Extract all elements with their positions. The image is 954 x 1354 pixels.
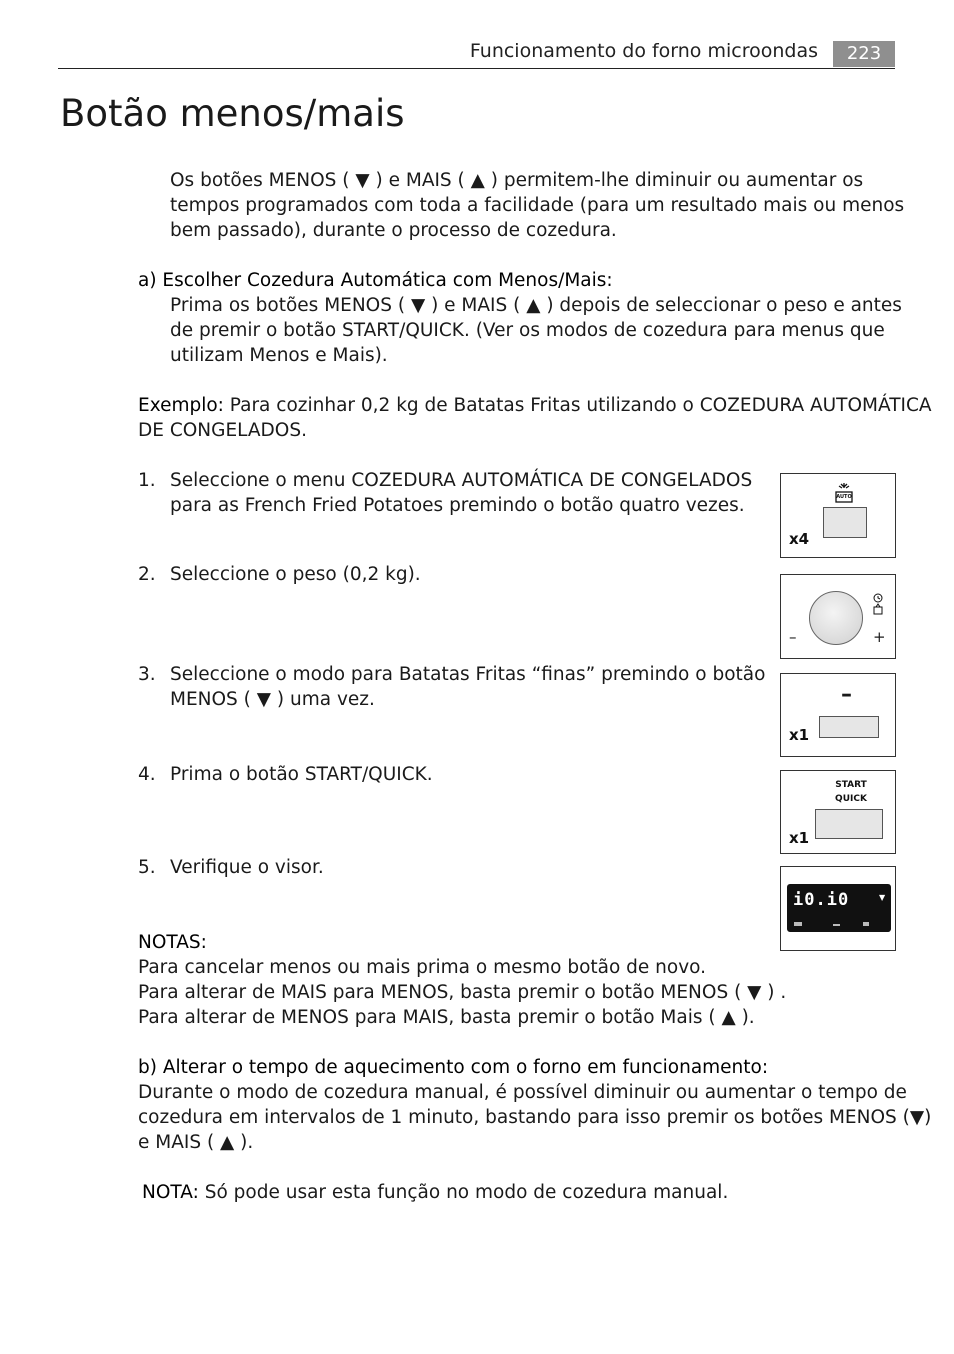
step-number: 3. [138,664,156,685]
section-a-line: utilizam Menos e Mais). [170,345,388,366]
intro-paragraph [170,168,904,243]
section-a-line: Prima os botões MENOS ( ▼ ) e MAIS ( ▲ ) depois de seleccionar o peso e antes [170,295,902,316]
step-1 [138,468,752,518]
section-b-line: cozedura em intervalos de 1 minuto, bastando para isso premir os botões MENOS (▼) [138,1107,932,1128]
section-a-body [170,293,902,368]
illustration-minus-button [780,673,896,757]
running-header: Funcionamento do forno microondas [469,40,818,62]
notes-line: Para cancelar menos ou mais prima o mesmo botão de novo. [138,957,707,978]
clock-weight-icon [872,593,884,617]
section-a-line: de premir o botão START/QUICK. (Ver os modos de cozedura para menus que [170,320,885,341]
section-a-heading [138,268,613,293]
step-4 [138,762,433,787]
example-line [138,393,932,418]
minus-symbol: – [841,682,852,707]
page-number: 223 [833,41,895,67]
section-a-title: a) Escolher Cozedura Automática com Menos/Mais: [138,270,613,291]
illustration-display [780,866,896,951]
auto-button[interactable] [823,507,867,538]
illustration-start-button [780,770,896,854]
page-title: Botão menos/mais [60,92,405,135]
weight-dial[interactable] [809,591,863,645]
step-number: 4. [138,764,156,785]
section-b-line: Durante o modo de cozedura manual, é possível diminuir ou aumentar o tempo de [138,1082,907,1103]
step-text: MENOS ( ▼ ) uma vez. [170,689,375,710]
example-line-2: DE CONGELADOS. [138,420,307,441]
weight-indicator-icon [863,922,869,926]
intro-line: tempos programados com toda a facilidade (para um resultado mais ou menos [170,195,905,216]
step-text: Seleccione o peso (0,2 kg). [170,564,421,585]
minus-indicator-icon [833,924,840,926]
illustration-weight-dial [780,574,896,659]
intro-line: Os botões MENOS ( ▼ ) e MAIS ( ▲ ) permitem-lhe diminuir ou aumentar os [170,170,864,191]
step-text: Verifique o visor. [170,857,324,878]
nota-paragraph [142,1180,728,1205]
press-count: x1 [789,829,810,847]
minus-button[interactable] [819,716,879,738]
step-number: 5. [138,857,156,878]
dial-minus-label: – [789,628,797,646]
start-quick-button[interactable] [815,809,883,839]
oven-indicator-icon [794,922,802,926]
notes-line: Para alterar de MENOS para MAIS, basta premir o botão Mais ( ▲ ). [138,1007,755,1028]
press-count: x4 [789,530,810,548]
step-2 [138,562,421,587]
down-arrow-icon: ▼ [879,893,886,902]
step-number: 1. [138,470,156,491]
step-text: para as French Fried Potatoes premindo o botão quatro vezes. [170,495,745,516]
section-b-line: e MAIS ( ▲ ). [138,1132,254,1153]
nota-text: Só pode usar esta função no modo de cozedura manual. [198,1182,729,1203]
nota-label: NOTA: [142,1182,199,1203]
step-text: Seleccione o modo para Batatas Fritas “finas” premindo o botão [170,664,766,685]
step-5 [138,855,324,880]
intro-line: bem passado), durante o processo de cozedura. [170,220,617,241]
notes-section [138,930,786,1030]
step-text: Seleccione o menu COZEDURA AUTOMÁTICA DE CONGELADOS [170,470,753,491]
example-paragraph [138,393,932,443]
notes-line: Para alterar de MAIS para MENOS, basta premir o botão MENOS ( ▼ ) . [138,982,787,1003]
example-label: Exemplo: [138,395,224,416]
press-count: x1 [789,726,810,744]
start-label: START [835,780,867,790]
example-text: Para cozinhar 0,2 kg de Batatas Fritas utilizando o COZEDURA AUTOMÁTICA [223,395,932,416]
quick-label: QUICK [835,794,867,804]
section-b-heading: b) Alterar o tempo de aquecimento com o forno em funcionamento: [138,1057,769,1078]
step-number: 2. [138,564,156,585]
display-readout: i0.i0 [793,890,850,910]
section-b [138,1055,931,1155]
header-rule [58,68,895,69]
dial-plus-label: + [873,628,886,646]
lcd-display [787,884,891,932]
step-text: Prima o botão START/QUICK. [170,764,433,785]
notes-heading: NOTAS: [138,932,207,953]
step-3 [138,662,765,712]
auto-icon-label: AUTO [836,494,852,500]
illustration-auto-button [780,473,896,558]
